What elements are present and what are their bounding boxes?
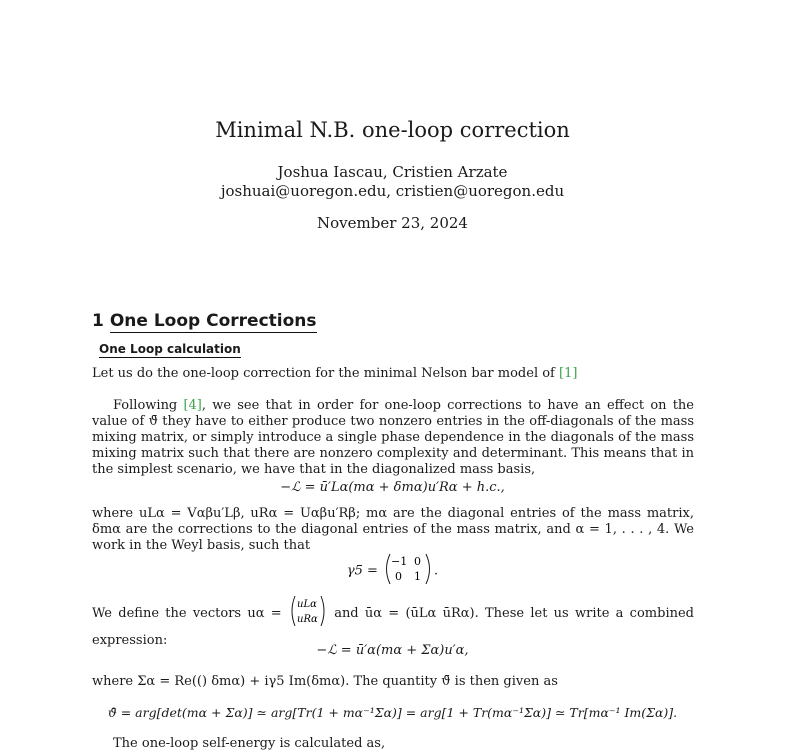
vectors-text: and ūα = (ūLα ūRα). These let us write a combined expression: (92, 606, 694, 648)
u-vector (288, 594, 328, 633)
paper-date: November 23, 2024 (317, 214, 468, 232)
subsection-heading: One Loop calculation (99, 342, 241, 356)
matrix-entry: −1 (391, 555, 408, 568)
following-text: , we see that in order for one-loop corrections to have an effect on the value of ϑ̄ they have to either produce two nonzero entries in the off-diagonals of the mass mixing matrix, or simply introduce a single phase dependence in the diagonals of the mass mixing matrix such that there are nonzero complexity and determinant. This means that in the simplest scenario, we have that in the diagonalized mass basis, (92, 398, 695, 477)
matrix-entry: 0 (395, 570, 403, 583)
section-heading (92, 311, 317, 331)
gamma5-lhs: γ5 = (346, 563, 378, 579)
author-emails: joshuai@uoregon.edu, cristien@uoregon.edu (220, 182, 565, 200)
vector-entry: uRα (296, 614, 318, 625)
equation-lagrangian: −ℒ = ū′Lα(mα + δmα)u′Rα + h.c., (280, 480, 505, 495)
paragraph-following (92, 398, 694, 478)
equation-gamma5: γ5 = −1 0 0 1 . (0, 552, 785, 590)
paper-title: Minimal N.B. one-loop correction (215, 118, 570, 142)
gamma5-matrix (382, 552, 434, 590)
paragraph-self-energy: The one-loop self-energy is calculated as, (113, 736, 386, 751)
paragraph-theta: where Σα = Re(() δmα) + iγ5 Im(δmα). The quantity ϑ̄ is then given as (92, 674, 558, 689)
citation-link[interactable]: [1] (559, 366, 578, 381)
following-lead: Following (113, 398, 184, 413)
matrix-entry: 1 (414, 570, 422, 583)
paragraph-vectors (92, 594, 694, 649)
vector-entry: uLα (296, 599, 317, 610)
equation-theta: ϑ̄ = arg[det(mα + Σα)] ≃ arg[Tr(1 + mα⁻¹Σα)] = arg[1 + Tr(mα⁻¹Σα)] ≃ Tr[mα⁻¹ Im(Σα)]. (107, 705, 678, 720)
paragraph-where: where uLα = Vαβu′Lβ, uRα = Uαβu′Rβ; mα are the diagonal entries of the mass matrix, δmα are the corrections to the diagonal entries of the mass matrix, and α = 1, . . . , 4. We work in the Weyl basis, such that (92, 506, 694, 553)
citation-link[interactable]: [4] (183, 398, 202, 413)
section-number: 1 (92, 311, 104, 331)
vectors-lead: We define the vectors uα = (92, 606, 282, 621)
section-title: One Loop Corrections (109, 311, 317, 331)
intro-text: Let us do the one-loop correction for the minimal Nelson bar model of (92, 366, 560, 381)
authors: Joshua Iascau, Cristien Arzate (277, 163, 508, 181)
matrix-entry: 0 (414, 555, 422, 568)
equation-combined: −ℒ = ū′α(mα + Σα)u′α, (316, 643, 469, 658)
paragraph-intro (92, 366, 694, 382)
